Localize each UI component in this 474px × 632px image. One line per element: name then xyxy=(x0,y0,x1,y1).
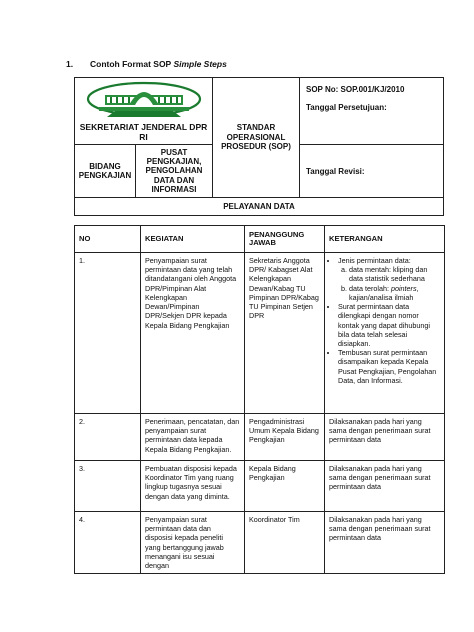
dpr-building-logo xyxy=(85,81,203,121)
sop-number: SOP No: SOP.001/KJ/2010 xyxy=(306,85,405,94)
remarks-text: , kajian/analisa ilmiah xyxy=(349,283,419,302)
column-header-no: NO xyxy=(75,226,141,253)
section-title: Contoh Format SOP xyxy=(90,59,174,69)
row-remarks: Dilaksanakan pada hari yang sama dengan penerimaan surat permintaan data xyxy=(325,512,445,574)
row-number: 3. xyxy=(75,461,141,512)
remarks-list xyxy=(329,256,440,385)
remarks-italic: pointers xyxy=(390,283,417,293)
row-number: 1. xyxy=(75,253,141,414)
table-header-row xyxy=(75,226,445,253)
column-header-keterangan: KETERANGAN xyxy=(325,226,445,253)
section-number: 1. xyxy=(66,59,74,69)
table-row xyxy=(75,512,445,574)
row-activity: Penerimaan, pencatatan, dan penyampaian surat permintaan data kepada Kepala Bidang Pengkajian. xyxy=(141,414,245,461)
list-item xyxy=(338,256,440,302)
center-name: PUSAT PENGKAJIAN, PENGOLAHAN DATA DAN INFORMASI xyxy=(136,145,213,198)
column-header-penanggung-jawab: PENANGGUNG JAWAB xyxy=(245,226,325,253)
list-item: • Surat permintaan data dilengkapi dengan nomor kontak yang dapat dihubungi bila data telah selesai disiapkan. xyxy=(338,302,440,348)
list-item: • Tembusan surat permintaan disampaikan kepada Kepala Pusat Pengkajian, Pengolahan Data, dan Informasi. xyxy=(338,348,440,385)
list-item xyxy=(349,284,440,302)
row-activity: Penyampaian surat permintaan data dan disposisi kepada peneliti yang bertanggung jawab menangani isu sesuai dengan xyxy=(141,512,245,574)
column-header-kegiatan: KEGIATAN xyxy=(141,226,245,253)
row-responsible: Koordinator Tim xyxy=(245,512,325,574)
activity-table xyxy=(74,225,445,574)
department-name: BIDANG PENGKAJIAN xyxy=(75,145,136,198)
logo-cell xyxy=(75,78,213,145)
row-remarks: Dilaksanakan pada hari yang sama dengan penerimaan surat permintaan data xyxy=(325,414,445,461)
table-row xyxy=(75,461,445,512)
sop-meta-cell xyxy=(300,78,444,145)
table-row xyxy=(75,414,445,461)
revision-date-label: Tanggal Revisi: xyxy=(300,145,444,198)
remarks-text: Jenis permintaan data: xyxy=(338,256,411,265)
row-activity: Pembuatan disposisi kepada Koordinator Tim yang ruang lingkup tugasnya sesuai dengan data yang diminta. xyxy=(141,461,245,512)
row-remarks xyxy=(325,253,445,414)
row-responsible: Sekretaris Anggota DPR/ Kabagset Alat Kelengkapan Dewan/Kabag TU Pimpinan DPR/Kabag TU Pimpinan Setjen DPR xyxy=(245,253,325,414)
sop-title: STANDAR OPERASIONAL PROSEDUR (SOP) xyxy=(213,78,300,198)
sop-header-table xyxy=(74,77,444,216)
row-number: 4. xyxy=(75,512,141,574)
service-title: PELAYANAN DATA xyxy=(75,198,444,216)
row-activity: Penyampaian surat permintaan data yang telah ditandatangani oleh Anggota DPR/Pimpinan Alat Kelengkapan Dewan/Pimpinan DPR/Sekjen DPR kepada Kepala Bidang Pengkajian xyxy=(141,253,245,414)
row-number: 2. xyxy=(75,414,141,461)
table-row xyxy=(75,253,445,414)
row-remarks: Dilaksanakan pada hari yang sama dengan penerimaan surat permintaan data xyxy=(325,461,445,512)
org-name: SEKRETARIAT JENDERAL DPR RI xyxy=(79,122,208,142)
row-responsible: Kepala Bidang Pengkajian xyxy=(245,461,325,512)
remarks-text: data terolah: xyxy=(349,283,391,293)
sub-list xyxy=(338,265,440,302)
list-item: a. data mentah: kliping dan data statistik sederhana xyxy=(349,265,440,283)
row-responsible: Pengadministrasi Umum Kepala Bidang Pengkajian xyxy=(245,414,325,461)
approval-date-label: Tanggal Persetujuan: xyxy=(306,103,387,112)
section-title-italic: Simple Steps xyxy=(173,59,227,69)
section-heading xyxy=(66,59,227,69)
